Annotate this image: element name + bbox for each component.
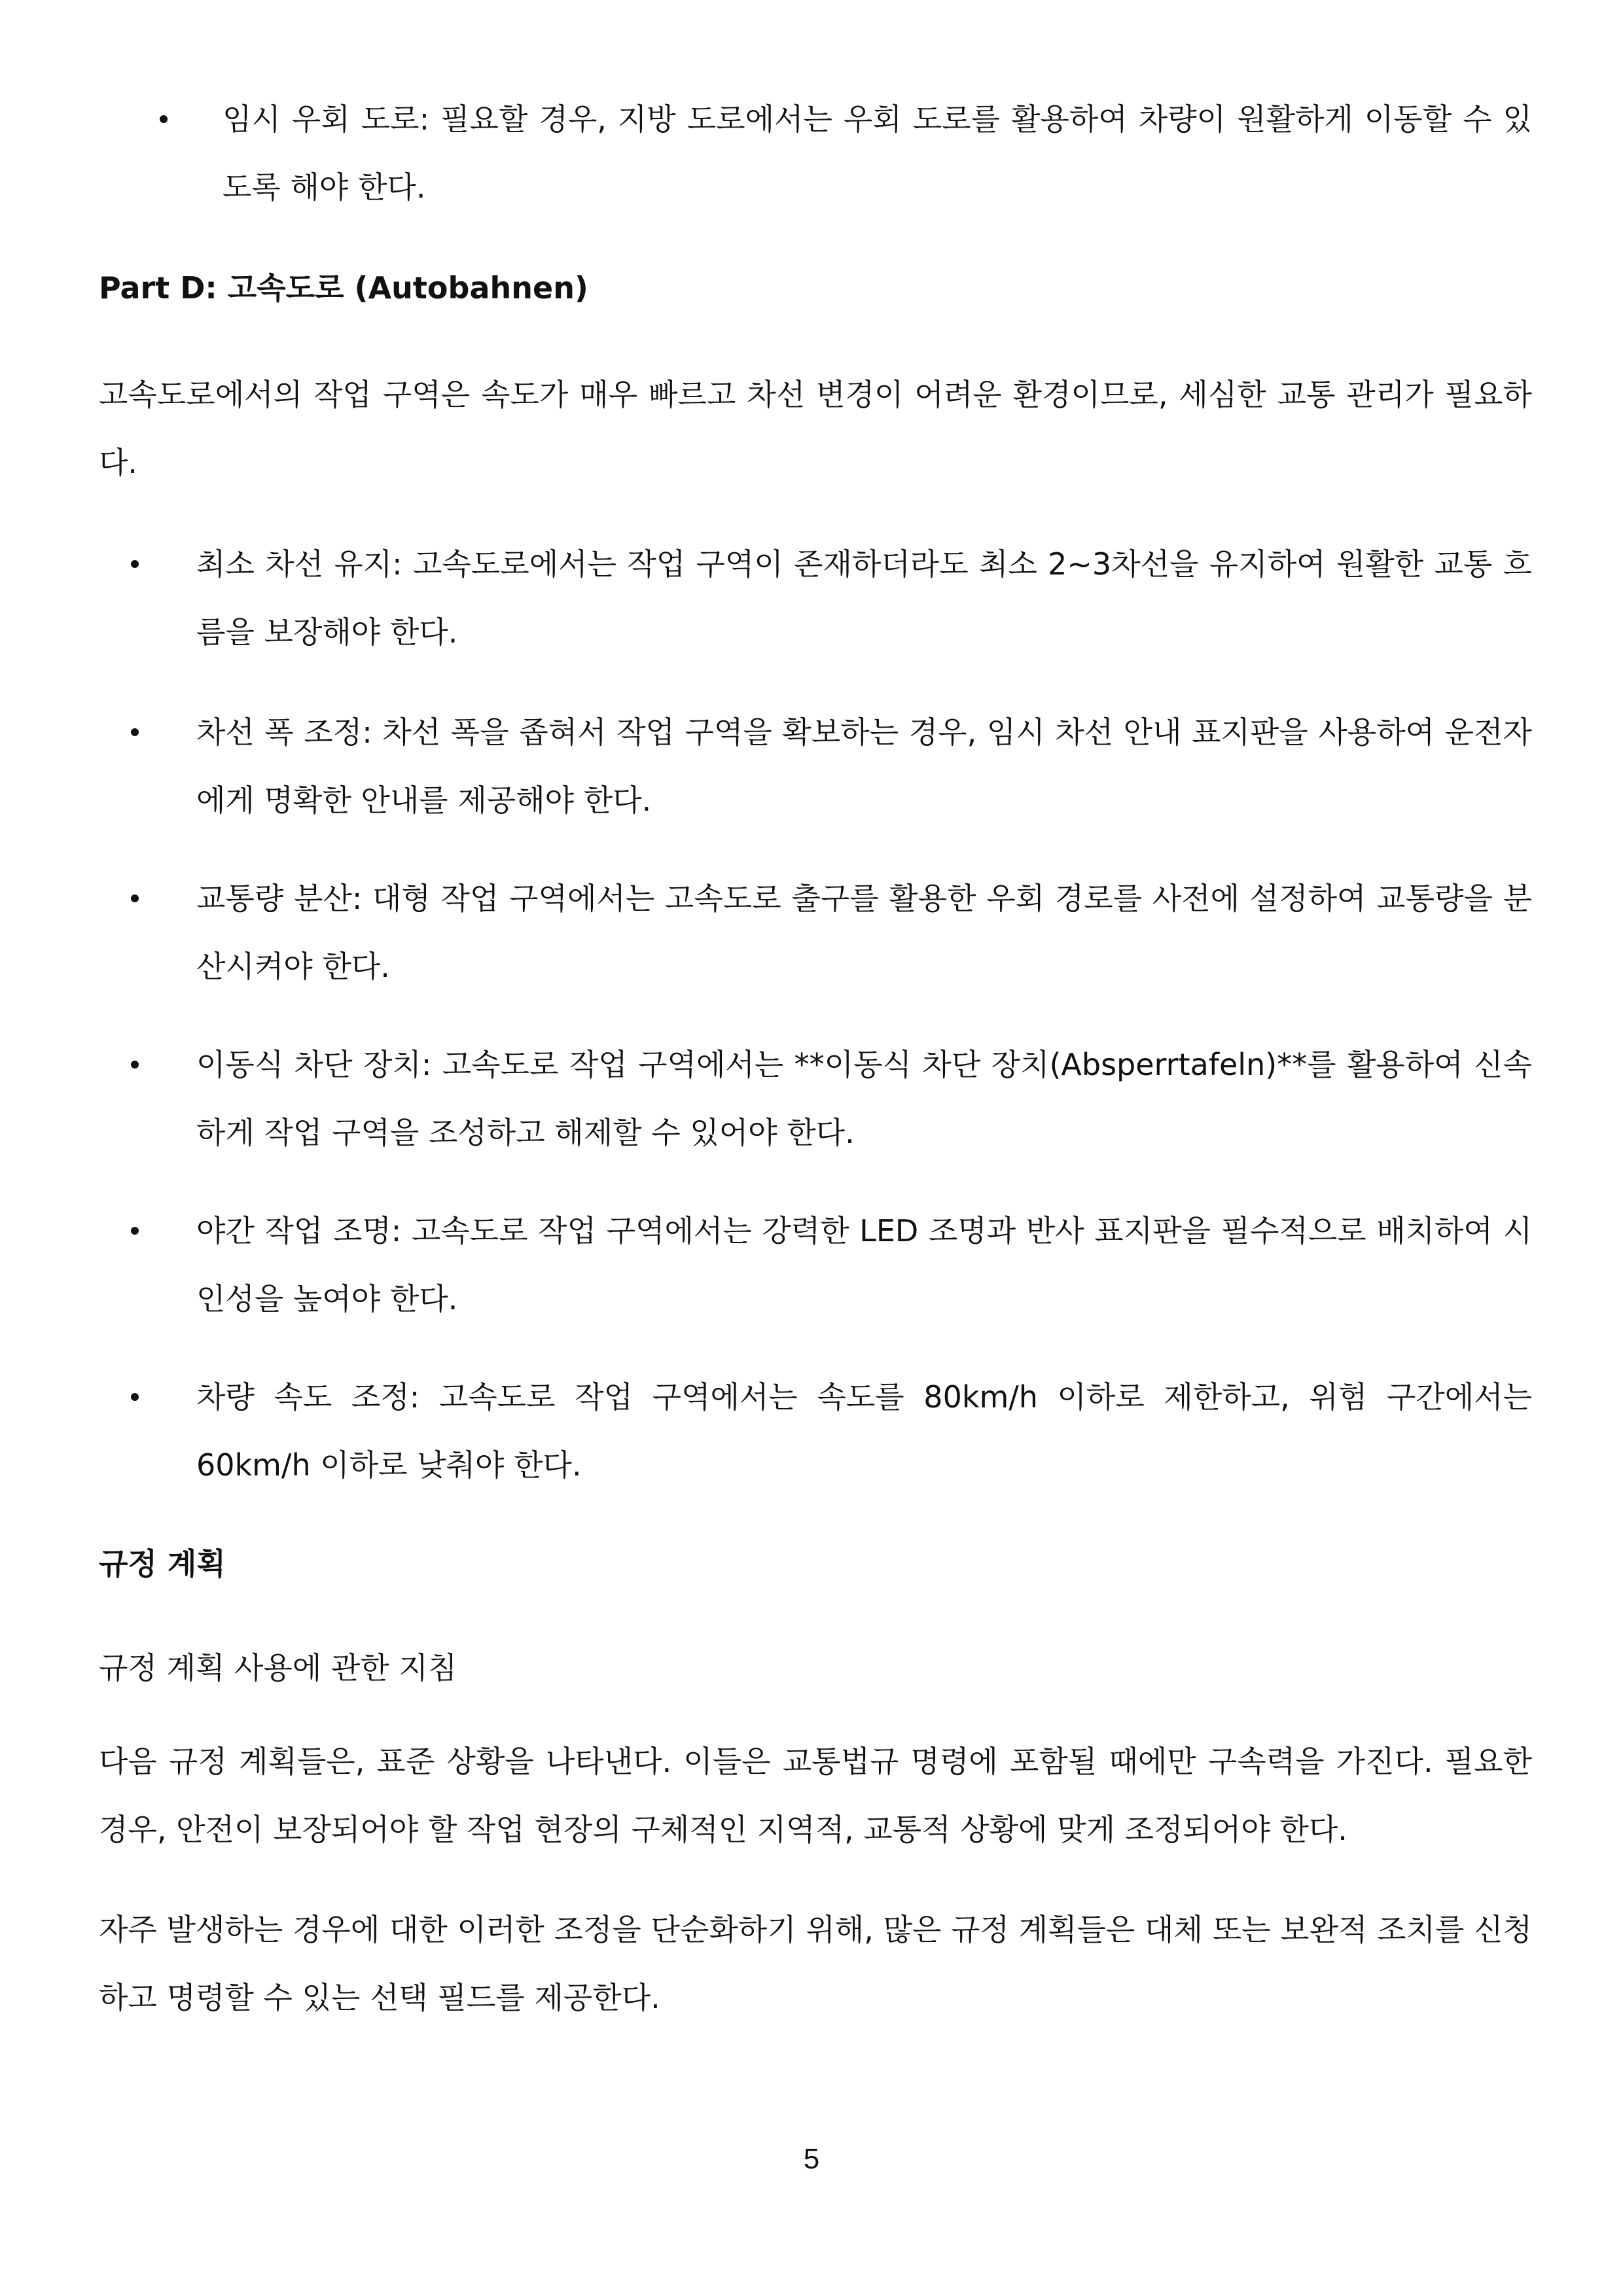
regulation-paragraph: 자주 발생하는 경우에 대한 이러한 조정을 단순화하기 위해, 많은 규정 계획들은 대체 또는 보완적 조치를 신청하고 명령할 수 있는 선택 필드를 제공한다.: [99, 1912, 1532, 2015]
regulation-subheading: 규정 계획 사용에 관한 지침: [99, 1650, 457, 1686]
bullet-text: 차선 폭 조정: 차선 폭을 좁혀서 작업 구역을 확보하는 경우, 임시 차선 안내 표지판을 사용하여 운전자에게 명확한 안내를 제공해야 한다.: [196, 715, 1532, 818]
bullet-text: 교통량 분산: 대형 작업 구역에서는 고속도로 출구를 활용한 우회 경로를 사전에 설정하여 교통량을 분산시켜야 한다.: [196, 881, 1532, 984]
regulation-paragraph: 다음 규정 계획들은, 표준 상황을 나타낸다. 이들은 교통법규 명령에 포함될 때에만 구속력을 가진다. 필요한 경우, 안전이 보장되어야 할 작업 현장의 구체적인 지역적, 교통적 상황에 맞게 조정되어야 한다.: [99, 1744, 1532, 1847]
bullet-icon: [131, 728, 139, 736]
bullet-text: 이동식 차단 장치: 고속도로 작업 구역에서는 **이동식 차단 장치(Absperrtafeln)**를 활용하여 신속하게 작업 구역을 조성하고 해제할 수 있어야 한다.: [196, 1047, 1532, 1150]
page-number: 5: [803, 2143, 820, 2175]
bullet-icon: [131, 1393, 139, 1401]
bullet-icon: [131, 894, 139, 902]
section-heading-regulation: 규정 계획: [99, 1546, 226, 1581]
bullet-icon: [160, 115, 168, 123]
bullet-icon: [131, 1061, 139, 1069]
bullet-text: 임시 우회 도로: 필요할 경우, 지방 도로에서는 우회 도로를 활용하여 차량이 원활하게 이동할 수 있도록 해야 한다.: [223, 101, 1532, 205]
bullet-text: 차량 속도 조정: 고속도로 작업 구역에서는 속도를 80km/h 이하로 제한하고, 위험 구간에서는 60km/h 이하로 낮춰야 한다.: [196, 1379, 1532, 1483]
bullet-icon: [131, 560, 139, 568]
bullet-text: 야간 작업 조명: 고속도로 작업 구역에서는 강력한 LED 조명과 반사 표지판을 필수적으로 배치하여 시인성을 높여야 한다.: [196, 1213, 1532, 1316]
section-heading-part-d: Part D: 고속도로 (Autobahnen): [99, 270, 588, 306]
bullet-icon: [131, 1227, 139, 1235]
intro-paragraph: 고속도로에서의 작업 구역은 속도가 매우 빠르고 차선 변경이 어려운 환경이므로, 세심한 교통 관리가 필요하다.: [99, 377, 1532, 480]
bullet-text: 최소 차선 유지: 고속도로에서는 작업 구역이 존재하더라도 최소 2~3차선을 유지하여 원활한 교통 흐름을 보장해야 한다.: [196, 546, 1532, 650]
